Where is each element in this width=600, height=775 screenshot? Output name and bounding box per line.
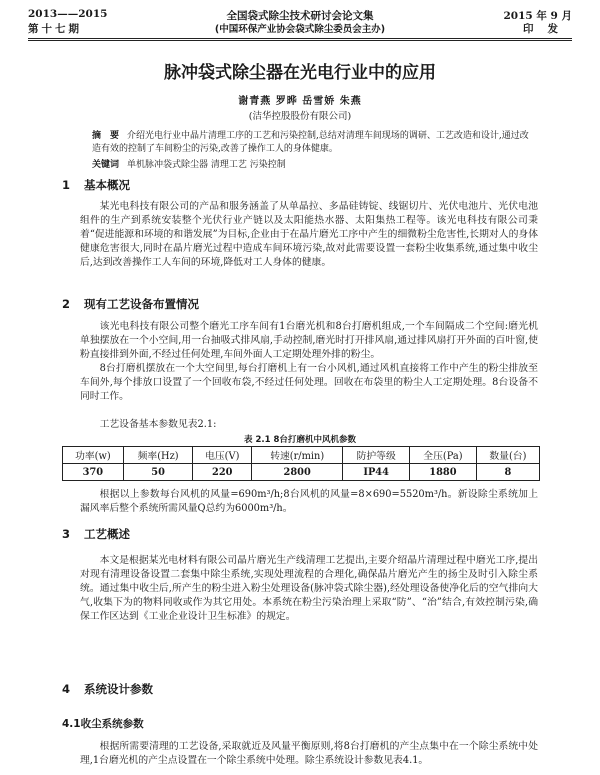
header-organizer: (中国环保产业协会袋式除尘委员会主办) bbox=[214, 24, 386, 35]
table-header-cell: 防护等级 bbox=[343, 447, 410, 464]
section-heading bbox=[62, 296, 199, 312]
paragraph: 工艺设备基本参数见表2.1: bbox=[99, 419, 217, 430]
paragraph: 8台打磨机摆放在一个大空间里,每台打磨机上有一台小风机,通过风机直接将工作中产生的粉尘排放至车间外,每个排放口设置了一个回收布袋,不经过任何处理。回收在布袋里的粉尘人工定期处理。8台设备不同时工作。 bbox=[80, 363, 538, 402]
table-row bbox=[63, 464, 540, 481]
section-title: 现有工艺设备布置情况 bbox=[84, 297, 199, 311]
header-rule-thin bbox=[28, 40, 572, 41]
section-number: 4 bbox=[62, 682, 71, 696]
section-heading bbox=[62, 681, 153, 697]
paragraph: 某光电科技有限公司的产品和服务涵盖了从单晶拉、多晶硅铸锭、线锯切片、光伏电池片、光伏电池组件的生产到系统安装整个光伏行业产链以及太阳能热水器、太阳集热工程等。该光电科技有限公司秉着“促进能源和环境的和谐发展”为目标,企业由于在晶片磨光工序中产生的细微粉尘危害性,长期对人的身体健康危害很大,同时在晶片磨光过程中造成车间环境污染,故对此需要设置一套粉尘收集系统,通过集中收尘后,达到改善操作工人车间的环境,降低对工人身体的健康。 bbox=[80, 201, 538, 268]
table-cell: 50 bbox=[123, 464, 193, 481]
paragraph: 本文是根据某光电材料有限公司晶片磨光生产线清理工艺提出,主要介绍晶片清理过程中磨光工序,提出对现有清理设备设置二套集中除尘系统,实现处理流程的合理化,确保晶片磨光产生的扬尘及时引入除尘系统。通过集中收尘后,所产生的粉尘进入粉尘处理设备(脉冲袋式除尘器),经处理设备使净化后的空气排向大气,收集下为的物料同收或作为其它用处。本系统在粉尘污染治理上采取“防”、“治”结合,有效控制污染,确保工作区达到《工业企业设计卫生标准》的规定。 bbox=[80, 555, 538, 622]
paragraph: 根据以上参数每台风机的风量=690m³/h;8台风机的风量=8×690=5520m³/h。新设除尘系统加上漏风率后整个系统所需风量Q总约为6000m³/h。 bbox=[80, 489, 538, 514]
subsection-title: 收尘系统参数 bbox=[80, 718, 144, 730]
header-issue: 第十七期 bbox=[28, 23, 82, 35]
abstract-text: 介绍光电行业中晶片清理工序的工艺和污染控制,总结对清理车间现场的调研、工艺改造和设计,通过改造有效的控制了车间粉尘的污染,改善了操作工人的身体健康。 bbox=[92, 131, 529, 154]
header-proceedings-title: 全国袋式除尘技术研讨会论文集 bbox=[226, 10, 374, 22]
section-heading bbox=[62, 177, 130, 193]
table-header-cell: 频率(Hz) bbox=[123, 447, 193, 464]
paper-affiliation: (洁华控股股份有限公司) bbox=[248, 111, 352, 122]
table-header-cell: 全压(Pa) bbox=[410, 447, 477, 464]
table-header-cell: 功率(w) bbox=[63, 447, 124, 464]
journal-header bbox=[28, 8, 572, 36]
section-title: 工艺概述 bbox=[84, 527, 130, 541]
header-rule bbox=[28, 38, 572, 39]
table-header-cell: 电压(V) bbox=[193, 447, 252, 464]
section-number: 3 bbox=[62, 527, 71, 541]
header-years: 2013——2015 bbox=[28, 8, 108, 20]
section-heading bbox=[62, 526, 130, 542]
header-date: 2015 年 9 月 bbox=[503, 10, 572, 22]
header-printed: 印发 bbox=[523, 23, 572, 35]
abstract bbox=[92, 130, 530, 156]
table-cell: IP44 bbox=[343, 464, 410, 481]
table-header-cell: 数量(台) bbox=[476, 447, 539, 464]
table-caption: 表 2.1 8台打磨机中风机参数 bbox=[244, 435, 356, 445]
table-header-cell: 转速(r/min) bbox=[252, 447, 343, 464]
keywords bbox=[92, 157, 530, 170]
subsection-heading bbox=[62, 716, 144, 731]
keywords-label: 关键词 bbox=[92, 160, 120, 170]
table-cell: 1880 bbox=[410, 464, 477, 481]
section-number: 2 bbox=[62, 297, 71, 311]
paragraph: 该光电科技有限公司整个磨光工序车间有1台磨光机和8台打磨机组成,一个车间隔成二个空间:磨光机单独摆放在一个小空间,用一台抽吸式排风扇,手动控制,磨光时打开排风扇,通过排风扇打开外面的百叶窗,使粉直接排到外面,不经过任何处理,车间外面人工定期处理外排的粉尘。 bbox=[80, 321, 538, 360]
fan-parameters-table bbox=[62, 446, 540, 481]
table-cell: 370 bbox=[63, 464, 124, 481]
section-number: 1 bbox=[62, 178, 71, 192]
table-header-row bbox=[63, 447, 540, 464]
subsection-number: 4.1 bbox=[62, 718, 81, 730]
paragraph: 根据所需要清理的工艺设备,采取就近及风量平衡原则,将8台打磨机的产尘点集中在一个除尘系统中处理,1台磨光机的产尘点设置在一个除尘系统中处理。除尘系统设计参数见表4.1。 bbox=[80, 741, 538, 766]
keywords-text: 单机脉冲袋式除尘器 清理工艺 污染控制 bbox=[127, 160, 286, 170]
table-cell: 2800 bbox=[252, 464, 343, 481]
section-title: 基本概况 bbox=[84, 178, 130, 192]
paper-title: 脉冲袋式除尘器在光电行业中的应用 bbox=[164, 63, 436, 83]
abstract-label: 摘 要 bbox=[92, 131, 120, 141]
paper-authors: 谢青燕 罗晔 岳雪娇 朱燕 bbox=[238, 96, 362, 107]
table-cell: 8 bbox=[476, 464, 539, 481]
section-title: 系统设计参数 bbox=[84, 682, 153, 696]
table-cell: 220 bbox=[193, 464, 252, 481]
